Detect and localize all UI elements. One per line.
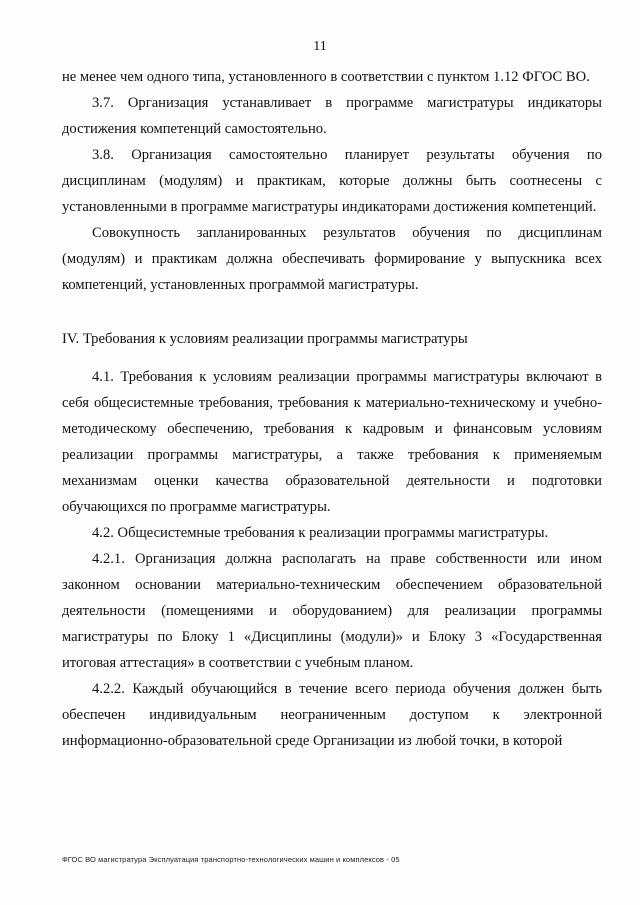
paragraph-continuation: не менее чем одного типа, установленного в соответствии с пунктом 1.12 ФГОС ВО. bbox=[62, 69, 590, 85]
paragraph-3-7: 3.7. Организация устанавливает в программе магистратуры индикаторы достижения компетенций самостоятельно. bbox=[62, 95, 602, 137]
page-number: 11 bbox=[313, 39, 327, 54]
document-body bbox=[62, 64, 602, 754]
paragraph-4-2-2: 4.2.2. Каждый обучающийся в течение всего периода обучения должен быть обеспечен индивидуальным неограниченным доступом к электронной информационно-образовательной среде Организации из любой точки, в которой bbox=[62, 681, 602, 749]
section-heading: IV. Требования к условиям реализации программы магистратуры bbox=[62, 331, 468, 347]
paragraph-4-2-1: 4.2.1. Организация должна располагать на праве собственности или ином законном основании материально-техническим обеспечением образовательной деятельности (помещениями и оборудованием) для реализации программы магистратуры по Блоку 1 «Дисциплины (модули)» и Блоку 3 «Государственная итоговая аттестация» в соответствии с учебным планом. bbox=[62, 551, 602, 671]
paragraph-4-2: 4.2. Общесистемные требования к реализации программы магистратуры. bbox=[92, 525, 549, 541]
paragraph-learning-outcomes: Совокупность запланированных результатов обучения по дисциплинам (модулям) и практикам должна обеспечивать формирование у выпускника всех компетенций, установленных программой магистратуры. bbox=[62, 225, 602, 293]
paragraph-3-8: 3.8. Организация самостоятельно планирует результаты обучения по дисциплинам (модулям) и практикам, которые должны быть соотнесены с установленными в программе магистратуры индикаторами достижения компетенций. bbox=[62, 147, 602, 215]
footer-note: ФГОС ВО магистратура Эксплуатация транспортно-технологических машин и комплексов - 05 bbox=[62, 855, 400, 864]
paragraph-4-1: 4.1. Требования к условиям реализации программы магистратуры включают в себя общесистемные требования, требования к материально-техническому и учебно-методическому обеспечению, требования к кадровым и финансовым условиям реализации программы магистратуры, а также требования к применяемым механизмам оценки качества образовательной деятельности и подготовки обучающихся по программе магистратуры. bbox=[62, 369, 602, 515]
